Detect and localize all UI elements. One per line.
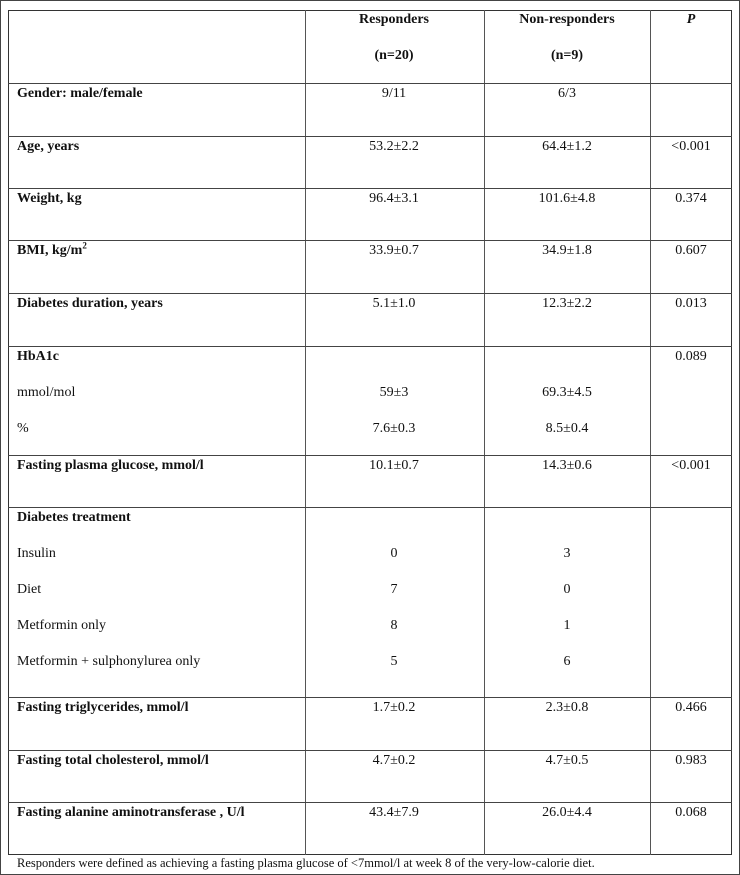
responders-value: 5.1±1.0	[372, 296, 416, 311]
row-divider	[8, 697, 732, 698]
nonresponders-value: 34.9±1.8	[542, 243, 592, 258]
responders-value: 9/11	[381, 86, 407, 101]
row-label: HbA1c	[17, 349, 59, 364]
responders-value: 0	[390, 546, 398, 561]
responders-value: 59±3	[379, 385, 409, 400]
sub-row-label: Metformin + sulphonylurea only	[17, 654, 201, 669]
responders-value: 7.6±0.3	[372, 421, 416, 436]
nonresponders-value: 69.3±4.5	[542, 385, 592, 400]
sub-row-label: Metformin only	[17, 618, 107, 633]
row-divider	[8, 293, 732, 294]
row-label: Fasting plasma glucose, mmol/l	[17, 458, 204, 473]
p-value: 0.068	[675, 805, 707, 820]
nonresponders-value: 8.5±0.4	[545, 421, 589, 436]
row-divider	[8, 136, 732, 137]
superscript: 2	[82, 240, 87, 251]
nonresponders-value: 0	[563, 582, 571, 597]
p-value: <0.001	[671, 139, 711, 154]
nonresponders-value: 2.3±0.8	[545, 700, 589, 715]
responders-value: 43.4±7.9	[369, 805, 419, 820]
nonresponders-value: 4.7±0.5	[545, 753, 589, 768]
p-value: 0.607	[675, 243, 707, 258]
row-divider	[8, 802, 732, 803]
header-nonresponders-n: (n=9)	[550, 48, 584, 63]
responders-value: 4.7±0.2	[372, 753, 416, 768]
nonresponders-value: 26.0±4.4	[542, 805, 592, 820]
p-value: 0.013	[675, 296, 707, 311]
responders-value: 96.4±3.1	[369, 191, 419, 206]
responders-value: 10.1±0.7	[369, 458, 419, 473]
nonresponders-value: 101.6±4.8	[538, 191, 596, 206]
sub-row-label: Diet	[17, 582, 42, 597]
sub-row-label: %	[17, 421, 29, 436]
p-value: <0.001	[671, 458, 711, 473]
row-label: Fasting triglycerides, mmol/l	[17, 700, 189, 715]
nonresponders-value: 1	[563, 618, 571, 633]
nonresponders-value: 64.4±1.2	[542, 139, 592, 154]
responders-value: 53.2±2.2	[369, 139, 419, 154]
header-p: P	[686, 12, 696, 27]
row-label: BMI, $kg/m^2$	[17, 240, 87, 258]
row-label: Age, years	[17, 139, 80, 154]
p-value: 0.374	[675, 191, 707, 206]
row-divider	[8, 750, 732, 751]
sub-row-label: Insulin	[17, 546, 56, 561]
sub-row-label: mmol/mol	[17, 385, 76, 400]
header-responders: Responders	[358, 12, 430, 27]
row-label: Diabetes duration, years	[17, 296, 163, 311]
header-responders-n: (n=20)	[374, 48, 414, 63]
row-label: Fasting alanine aminotransferase , U/l	[17, 805, 245, 820]
row-divider	[8, 507, 732, 508]
p-value: 0.983	[675, 753, 707, 768]
row-divider	[8, 240, 732, 241]
row-label: Gender: male/female	[17, 86, 143, 101]
nonresponders-value: 6	[563, 654, 571, 669]
p-value: 0.466	[675, 700, 707, 715]
responders-value: 8	[390, 618, 398, 633]
responders-value: 5	[390, 654, 398, 669]
table-footnote: Responders were defined as achieving a fasting plasma glucose of <7mmol/l at week 8 of the very-low-calorie diet.	[17, 856, 595, 870]
nonresponders-value: 12.3±2.2	[542, 296, 592, 311]
row-divider	[8, 346, 732, 347]
nonresponders-value: 6/3	[558, 86, 576, 101]
responders-value: 33.9±0.7	[369, 243, 419, 258]
row-label: Diabetes treatment	[17, 510, 131, 525]
row-label: Fasting total cholesterol, mmol/l	[17, 753, 209, 768]
responders-value: 1.7±0.2	[372, 700, 416, 715]
row-label: Weight, kg	[17, 191, 82, 206]
responders-value: 7	[390, 582, 398, 597]
nonresponders-value: 14.3±0.6	[542, 458, 592, 473]
nonresponders-value: 3	[563, 546, 571, 561]
row-divider	[8, 188, 732, 189]
row-divider	[8, 455, 732, 456]
row-divider	[8, 83, 732, 84]
header-nonresponders: Non-responders	[519, 12, 615, 27]
p-value: 0.089	[675, 349, 707, 364]
